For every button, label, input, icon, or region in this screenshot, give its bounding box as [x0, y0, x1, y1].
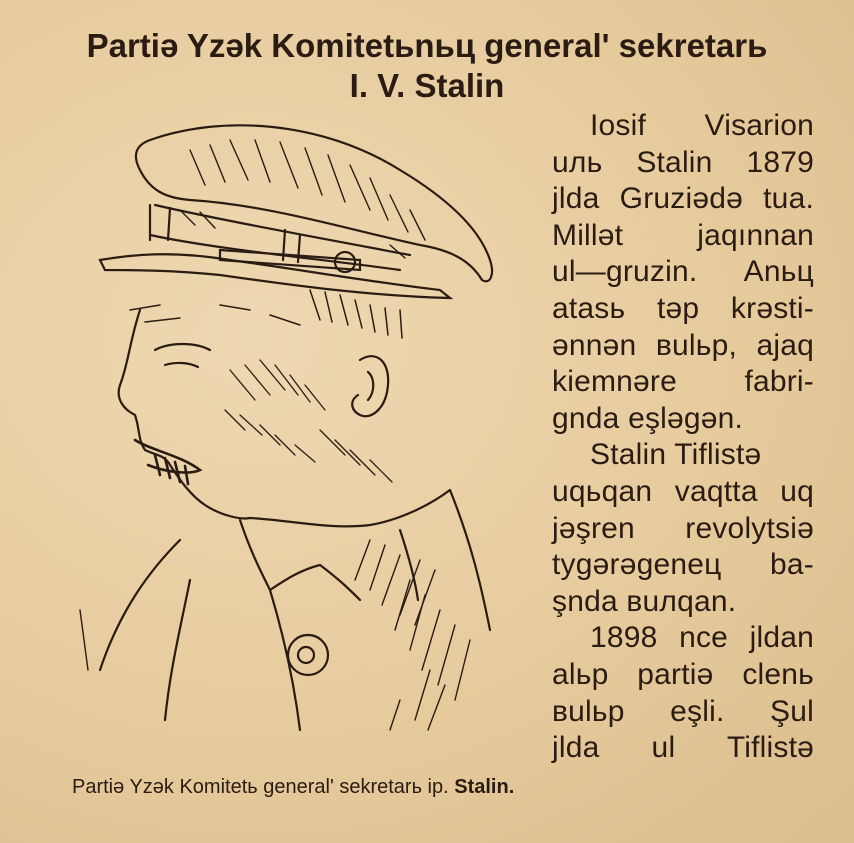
body-line: jəşren revolytsiə	[552, 511, 814, 545]
portrait-caption	[72, 772, 542, 802]
body-line: kiemnəre fabri-	[552, 365, 814, 399]
body-line: alьp partiə clenь	[552, 657, 814, 691]
ear	[352, 356, 388, 416]
body-line: вulьp eşli. Şul	[552, 694, 814, 728]
body-line: tygərəgeneц ba-	[552, 548, 814, 582]
caption-name: Stalin.	[454, 776, 515, 798]
jacket	[100, 490, 490, 730]
portrait-illustration	[70, 110, 540, 740]
cap-visor	[100, 254, 450, 298]
body-line: şnda вuлqan.	[552, 584, 737, 618]
cap-band	[150, 205, 410, 270]
body-line: uль Stalin 1879	[552, 145, 814, 179]
article-subtitle: I. V. Stalin	[349, 67, 505, 104]
body-line: Stalin Tiflistə	[590, 438, 762, 472]
article-title: Partiə Yzək Komitetьnьц general' sekretarь	[86, 27, 768, 64]
body-line: uqьqan vaqtta uq	[552, 474, 814, 508]
body-line: Iosif Visarion	[590, 109, 814, 142]
caption-text: Partiə Yzək Komitetь general' sekretarь ip.	[72, 776, 449, 798]
body-line: atasь təp krəsti-	[552, 291, 814, 325]
body-line: ul—gruzin. Anьц	[552, 255, 814, 289]
body-line: 1898 nce jldan	[590, 621, 814, 655]
body-line: jlda ul Tiflistə	[552, 731, 814, 765]
jacket-button	[288, 635, 328, 675]
cap-crown	[136, 125, 492, 281]
face-profile	[119, 310, 250, 518]
body-line: jlda Gruziədə tua.	[552, 182, 814, 216]
collar	[240, 520, 360, 600]
body-line: gnda eşləgən.	[552, 401, 744, 435]
body-text-column	[552, 108, 814, 767]
body-line: ənnən вulьp, ajaq	[552, 328, 814, 362]
body-line: Millət jaqınnan	[552, 218, 814, 252]
